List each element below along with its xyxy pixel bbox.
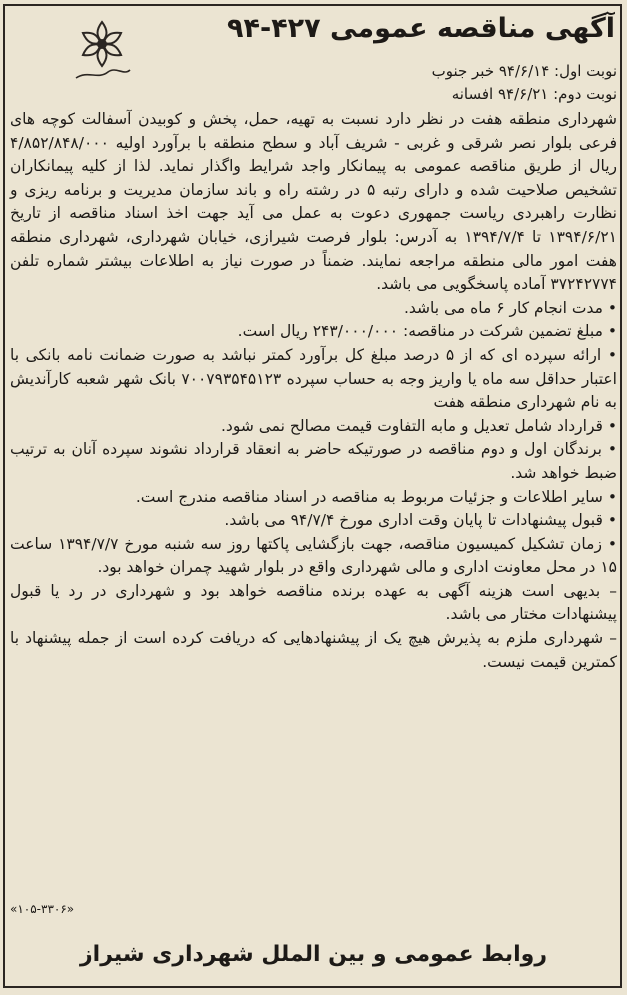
bullet-marker: • [607,322,617,341]
condition-item [10,297,617,321]
condition-text: مدت انجام کار ۶ ماه می باشد. [403,298,603,317]
publication-round-2: نوبت دوم: ۹۴/۶/۲۱ افسانه [451,85,617,103]
bullet-marker: • [607,345,617,364]
notice-title: آگهی مناقصه عمومی ۴۲۷-۹۴ [227,13,615,44]
bullet-marker: • [607,416,617,435]
condition-text: ارائه سپرده ای که از ۵ درصد مبلغ کل برآورد کمتر نباشد به صورت ضمانت نامه بانکی با اعتبار حداقل سه ماه یا واریز وجه به حساب سپرده ۷۰۰۷۹۳۵۴۵۱۲۳ بانک شهر شعبه کارآندیش به نام شهرداری منطقه هفت [10,345,617,412]
shiraz-municipality-logo-icon [68,16,136,84]
condition-item [10,627,617,674]
notice-paragraph: شهرداری منطقه هفت در نظر دارد نسبت به تهیه، حمل، پخش و کوبیدن آسفالت کوچه های فرعی بلوار نصر شرقی و غربی - شریف آباد و سطح منطقه با برآورد اولیه ۴/۸۵۲/۸۴۸/۰۰۰ ریال از طریق مناقصه عمومی به پیمانکار واجد شرایط واگذار نماید. لذا از کلیه پیمانکاران تشخیص صلاحیت شده و دارای رتبه ۵ در رشته راه و باند سازمان مدیریت و برنامه ریزی و نظارت راهبردی ریاست جمهوری دعوت به عمل می آید جهت اخذ اسناد مناقصه از تاریخ ۱۳۹۴/۶/۲۱ تا ۱۳۹۴/۷/۴ به آدرس: بلوار فرصت شیرازی، خیابان شهرداری، شهرداری منطقه هفت امور مالی منطقه مراجعه نمایند. ضمناً در صورت نیاز به اطلاعات بیشتر شماره تلفن ۳۷۲۴۲۷۷۴ آماده پاسخگویی می باشد. [10,110,617,294]
bullet-marker: • [607,298,617,317]
condition-text: قبول پیشنهادات تا پایان وقت اداری مورخ ۹۴/۷/۴ می باشد. [224,511,603,530]
issuer-signature: روابط عمومی و بین الملل شهرداری شیراز [80,942,547,967]
condition-item [10,486,617,510]
condition-text: برندگان اول و دوم مناقصه در صورتیکه حاضر به انعقاد قرارداد نشوند سپرده آنان به ترتیب ضبط خواهد شد. [10,440,617,482]
condition-item [10,580,617,627]
condition-text: زمان تشکیل کمیسیون مناقصه، جهت بازگشایی پاکتها روز سه شنبه مورخ ۱۳۹۴/۷/۷ ساعت ۱۵ در محل معاونت اداری و مالی شهرداری واقع در بلوار شهید چمران خواهد بود. [10,534,617,577]
condition-text: شهرداری ملزم به پذیرش هیچ یک از پیشنهادهایی که دریافت کرده است از جمله پیشنهاد با کمترین قیمت نیست. [10,629,617,671]
condition-text: قرارداد شامل تعدیل و مابه التفاوت قیمت مصالح نمی شود. [221,416,603,435]
condition-text: مبلغ تضمین شرکت در مناقصه: ۲۴۳/۰۰۰/۰۰۰ ریال است. [237,322,603,341]
reference-code: «۱۰۵-۳۳۰۶» [10,902,75,916]
notice-body [10,108,617,674]
bullet-marker: – [609,629,617,648]
condition-item [10,344,617,415]
publication-round-1: نوبت اول: ۹۴/۶/۱۴ خبر جنوب [431,62,617,80]
condition-item [10,415,617,439]
conditions-list [10,297,617,675]
bullet-marker: • [607,440,617,459]
bullet-marker: • [607,487,617,506]
bullet-marker: – [609,581,617,600]
condition-item [10,438,617,485]
condition-text: بدیهی است هزینه آگهی به عهده برنده مناقصه خواهد بود و شهرداری در رد یا قبول پیشنهادات مختار می باشد. [10,581,617,624]
bullet-marker: • [607,511,617,530]
condition-item [10,320,617,344]
condition-item [10,509,617,533]
bullet-marker: • [607,534,617,553]
condition-item [10,533,617,580]
condition-text: سایر اطلاعات و جزئیات مربوط به مناقصه در اسناد مناقصه مندرج است. [135,487,603,506]
